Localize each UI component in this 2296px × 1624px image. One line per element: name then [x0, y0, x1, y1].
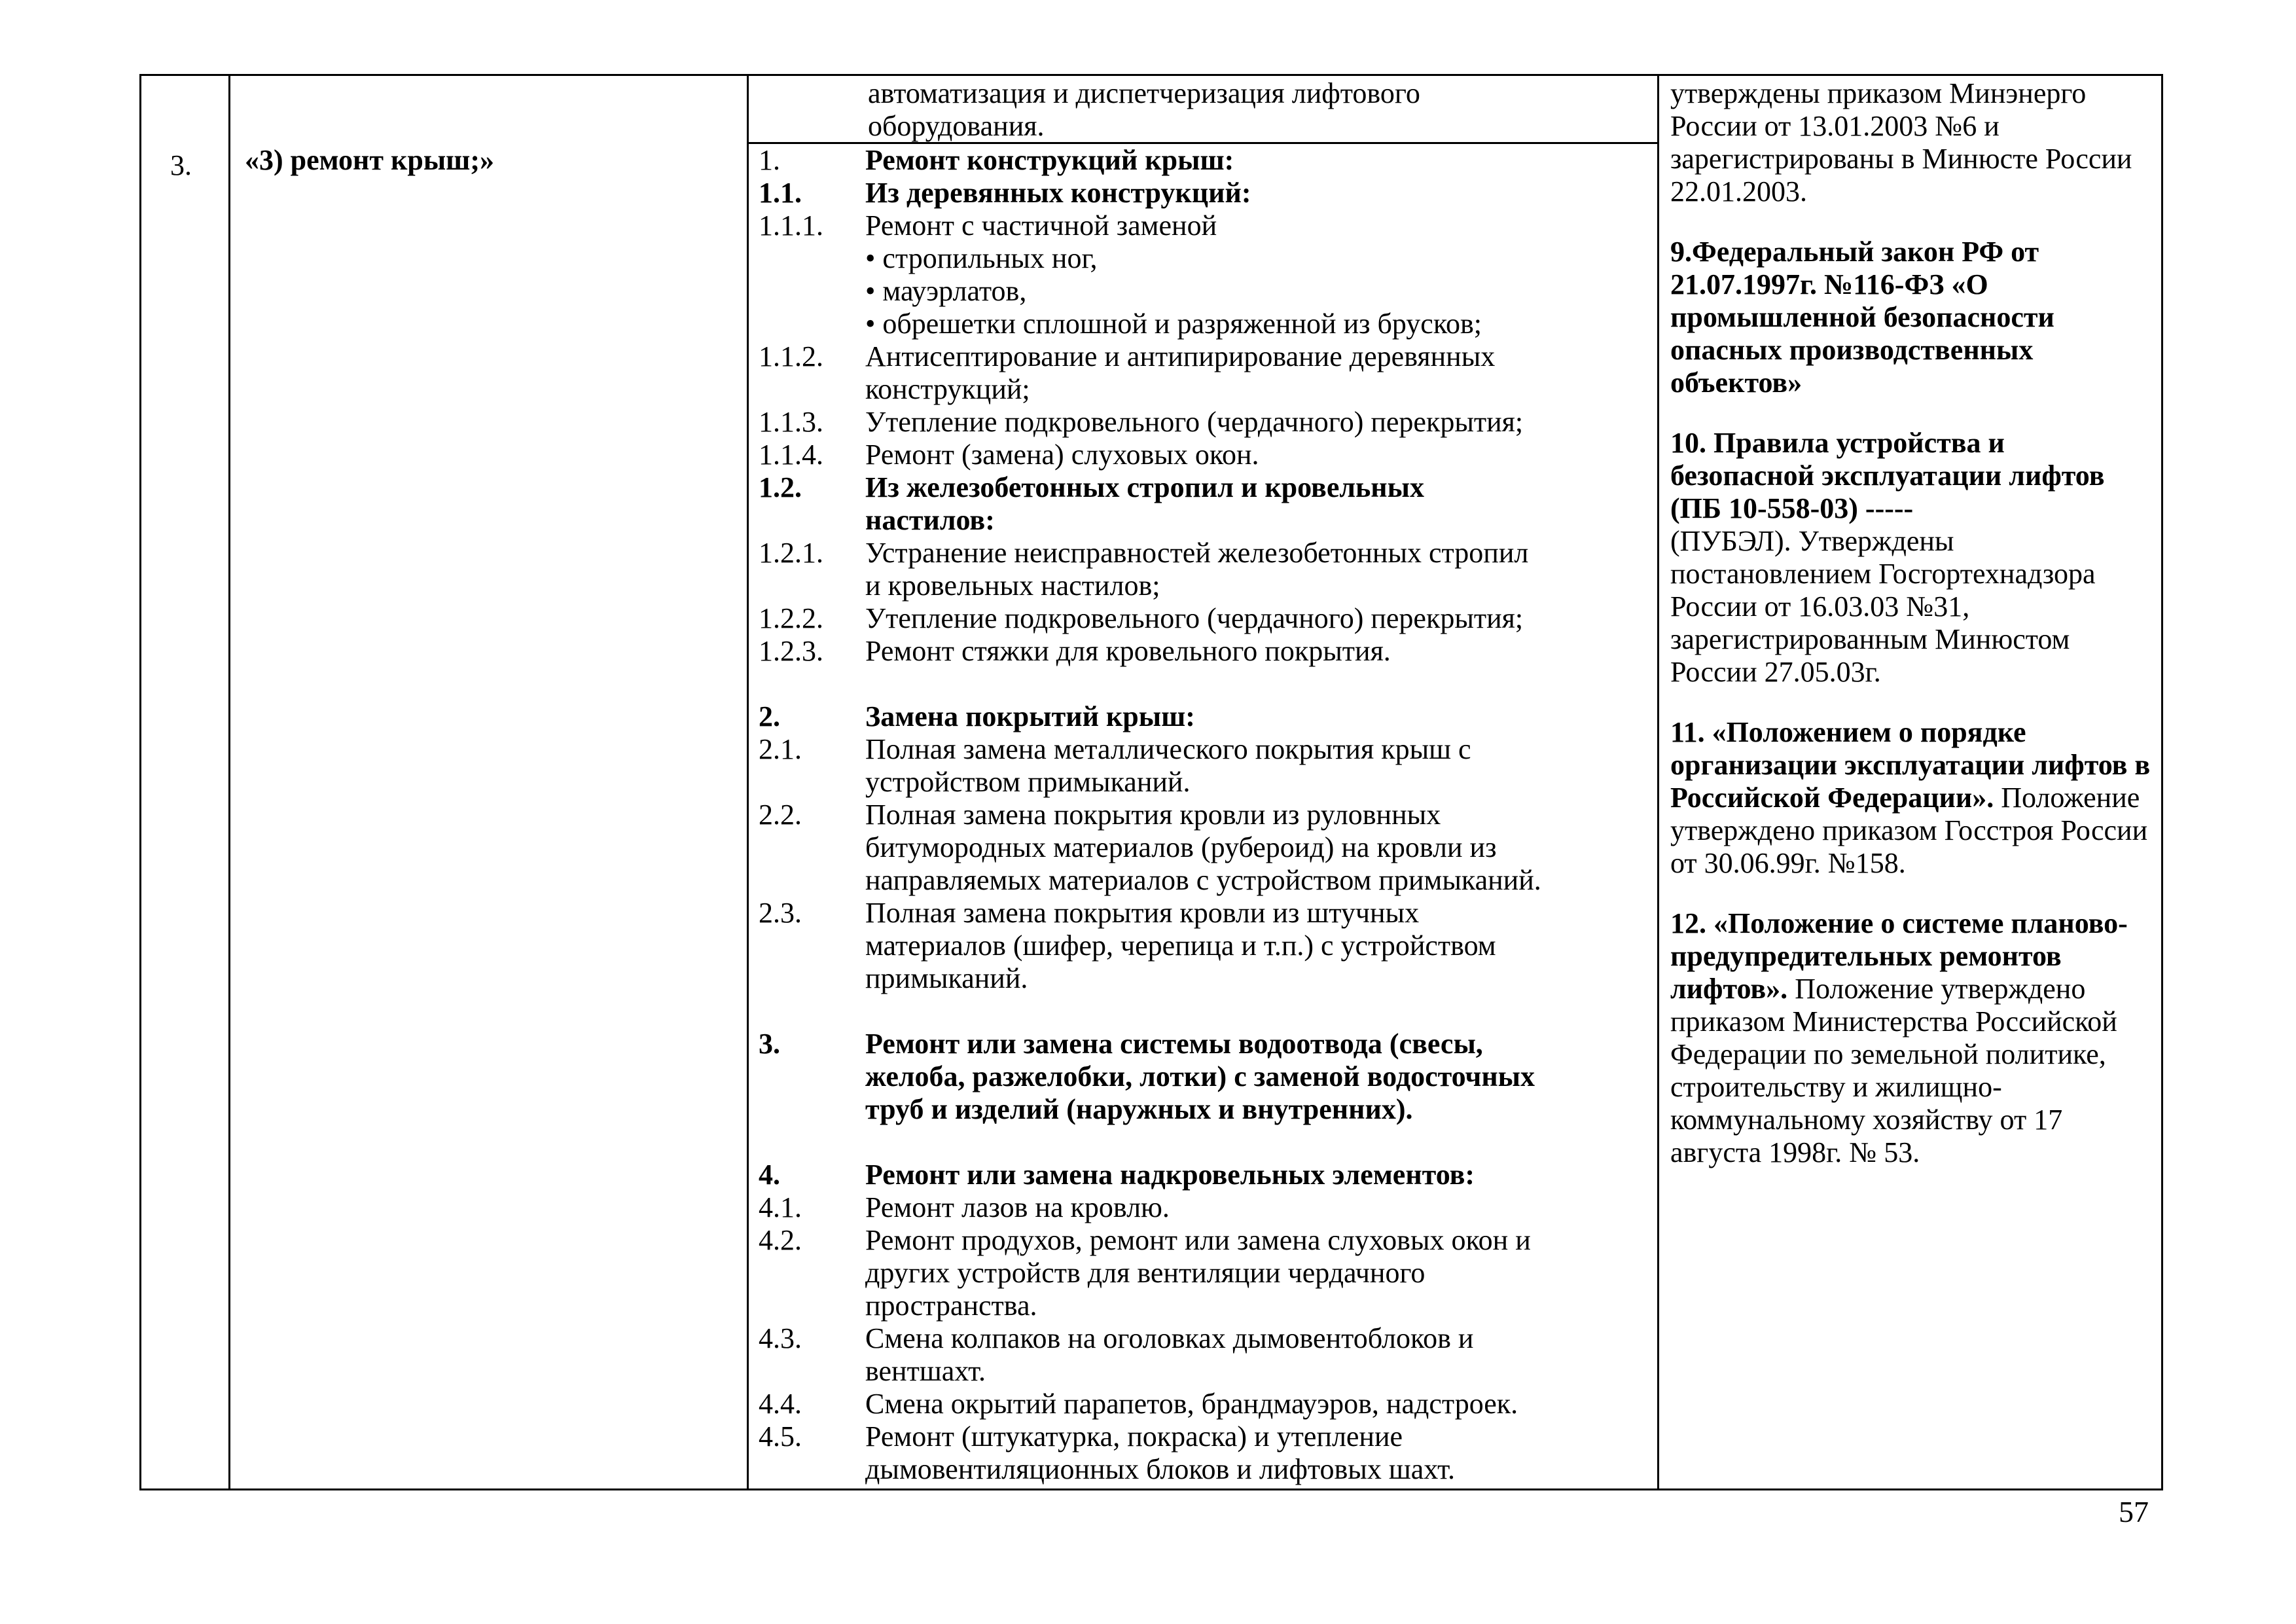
work-item-text: Утепление подкровельного (чердачного) перекрытия;	[865, 602, 1524, 634]
work-item	[759, 1257, 1655, 1290]
ref-11-title: 11. «Положением о порядке организации эксплуатации лифтов в Российской Федерации».	[1670, 716, 2151, 814]
work-item	[759, 766, 1655, 799]
work-item-text: и кровельных настилов;	[865, 569, 1160, 602]
work-item-number: 1.1.	[759, 177, 802, 209]
work-item-number: 4.3.	[759, 1322, 802, 1354]
work-item	[759, 1159, 1655, 1191]
work-item	[759, 1126, 1655, 1159]
work-item	[759, 1191, 1655, 1224]
references-column	[1670, 77, 2155, 1197]
work-item	[759, 1028, 1655, 1060]
page-number: 57	[2119, 1495, 2149, 1528]
work-item-text: • стропильных ног,	[865, 242, 1098, 274]
work-item-text: других устройств для вентиляции чердачного	[865, 1257, 1426, 1289]
work-item-number: 2.2.	[759, 799, 802, 831]
work-item-number: 1.2.3.	[759, 635, 823, 667]
work-item	[759, 700, 1655, 733]
work-item	[759, 209, 1655, 242]
work-item-text: желоба, разжелобки, лотки) с заменой водосточных	[865, 1060, 1535, 1092]
work-item-number: 4.4.	[759, 1388, 802, 1420]
work-item	[759, 897, 1655, 929]
work-item-number: 1.2.2.	[759, 602, 823, 634]
works-list	[759, 144, 1655, 1486]
work-item-number: 1.	[759, 144, 780, 176]
work-item	[759, 733, 1655, 766]
ref-11-text: Положение утверждено приказом Госстроя России от 30.06.99г. №158.	[1670, 782, 2148, 879]
work-item-text: Ремонт продухов, ремонт или замена слуховых окон и	[865, 1224, 1531, 1256]
work-item-text: конструкций;	[865, 373, 1030, 405]
work-item-text: труб и изделий (наружных и внутренних).	[865, 1093, 1413, 1125]
work-item	[759, 340, 1655, 373]
work-item	[759, 799, 1655, 831]
work-item-text: Ремонт конструкций крыш:	[865, 144, 1234, 176]
work-item-text: Полная замена покрытия кровли из штучных	[865, 897, 1420, 929]
work-item-text: вентшахт.	[865, 1355, 986, 1387]
work-item-text: Антисептирование и антипирирование деревянных	[865, 340, 1496, 372]
work-item-text: Ремонт стяжки для кровельного покрытия.	[865, 635, 1391, 667]
work-item	[759, 471, 1655, 504]
work-item-number: 4.	[759, 1159, 780, 1191]
work-item	[759, 275, 1655, 308]
work-item	[759, 242, 1655, 275]
work-item-text: дымовентиляционных блоков и лифтовых шахт.	[865, 1453, 1456, 1485]
work-item	[759, 177, 1655, 209]
work-item-text: примыканий.	[865, 962, 1028, 994]
ref-10	[1670, 427, 2155, 689]
work-item	[759, 439, 1655, 471]
work-item-text: • обрешетки сплошной и разряженной из брусков;	[865, 308, 1482, 340]
ref-9: 9.Федеральный закон РФ от 21.07.1997г. №116-ФЗ «О промышленной безопасности опасных производственных объектов»	[1670, 236, 2054, 399]
work-item-text: настилов:	[865, 504, 995, 536]
work-item	[759, 602, 1655, 635]
work-item	[759, 1453, 1655, 1486]
work-item-number: 1.1.4.	[759, 439, 823, 471]
work-item	[759, 1322, 1655, 1355]
work-item	[759, 929, 1655, 962]
work-item	[759, 1420, 1655, 1453]
work-item	[759, 1224, 1655, 1257]
work-item-text: Из железобетонных стропил и кровельных	[865, 471, 1425, 503]
work-item-text: Из деревянных конструкций:	[865, 177, 1251, 209]
work-item-number: 1.1.2.	[759, 340, 823, 372]
ref-10-title: 10. Правила устройства и безопасной эксплуатации лифтов (ПБ 10-558-03) -----	[1670, 427, 2105, 524]
work-item	[759, 831, 1655, 864]
work-item-number: 1.2.1.	[759, 537, 823, 569]
work-item-number: 4.1.	[759, 1191, 802, 1223]
ref-12-text: Положение утверждено приказом Министерства Российской Федерации по земельной политике, строительству и жилищно-коммунальному хозяйству от 17 августа 1998г. № 53.	[1670, 973, 2117, 1168]
row-title: «3) ремонт крыш;»	[245, 144, 494, 176]
prev-row-line: оборудования.	[868, 110, 1045, 142]
work-item	[759, 373, 1655, 406]
work-item	[759, 668, 1655, 700]
work-item-text: Ремонт лазов на кровлю.	[865, 1191, 1170, 1223]
column-divider	[228, 76, 230, 1489]
work-item-text: Смена колпаков на оголовках дымовентоблоков и	[865, 1322, 1474, 1354]
work-item-number: 1.1.1.	[759, 209, 823, 242]
work-item-text: битумородных материалов (рубероид) на кровли из	[865, 831, 1497, 863]
ref-10-text: (ПУБЭЛ). Утверждены постановлением Госгортехнадзора России от 16.03.03 №31, зарегистрированным Минюстом России 27.05.03г.	[1670, 525, 2096, 688]
work-item-text: материалов (шифер, черепица и т.п.) с устройством	[865, 929, 1496, 962]
prev-row-line: автоматизация и диспетчеризация лифтового	[868, 77, 1420, 109]
ref-12-title: 12. «Положение о системе планово-предупредительных ремонтов лифтов».	[1670, 907, 2128, 1005]
work-item-text: Полная замена покрытия кровли из руловнных	[865, 799, 1441, 831]
work-item-text: Ремонт с частичной заменой	[865, 209, 1217, 242]
work-item	[759, 1290, 1655, 1322]
work-item	[759, 308, 1655, 340]
work-item-number: 1.1.3.	[759, 406, 823, 438]
work-item-text: Утепление подкровельного (чердачного) перекрытия;	[865, 406, 1524, 438]
work-item	[759, 995, 1655, 1028]
ref-11	[1670, 716, 2155, 880]
work-item-text: Ремонт (штукатурка, покраска) и утепление	[865, 1420, 1403, 1453]
work-item-text: Ремонт или замена надкровельных элементов:	[865, 1159, 1475, 1191]
work-item-text: • мауэрлатов,	[865, 275, 1027, 307]
work-item	[759, 864, 1655, 897]
work-item-number: 1.2.	[759, 471, 802, 503]
row-number: 3.	[170, 149, 192, 181]
work-item	[759, 406, 1655, 439]
work-item-number: 2.3.	[759, 897, 802, 929]
work-item	[759, 635, 1655, 668]
work-item-text: направляемых материалов с устройством примыканий.	[865, 864, 1541, 896]
work-item	[759, 1060, 1655, 1093]
work-item	[759, 1093, 1655, 1126]
work-item	[759, 962, 1655, 995]
column-divider	[1657, 76, 1659, 1489]
work-item	[759, 1388, 1655, 1420]
work-item-text: пространства.	[865, 1290, 1037, 1322]
work-item-number: 4.5.	[759, 1420, 802, 1453]
work-item-number: 4.2.	[759, 1224, 802, 1256]
work-item-number: 3.	[759, 1028, 780, 1060]
work-item-text: Ремонт или замена системы водоотвода (свесы,	[865, 1028, 1483, 1060]
work-item-number: 2.	[759, 700, 780, 732]
document-table	[139, 74, 2163, 1490]
ref-8-tail: утверждены приказом Минэнерго России от 13.01.2003 №6 и зарегистрированы в Минюсте России 22.01.2003.	[1670, 77, 2132, 208]
work-item-text: Ремонт (замена) слуховых окон.	[865, 439, 1259, 471]
work-item	[759, 144, 1655, 177]
work-item	[759, 569, 1655, 602]
work-item-text: Смена окрытий парапетов, брандмауэров, надстроек.	[865, 1388, 1518, 1420]
work-item-number: 2.1.	[759, 733, 802, 765]
work-item	[759, 1355, 1655, 1388]
work-item-text: Замена покрытий крыш:	[865, 700, 1195, 732]
ref-12	[1670, 907, 2155, 1169]
work-item	[759, 537, 1655, 569]
work-item	[759, 504, 1655, 537]
column-divider	[747, 76, 749, 1489]
work-item-text: Полная замена металлического покрытия крыш с	[865, 733, 1471, 765]
work-item-text: устройством примыканий.	[865, 766, 1191, 798]
work-item-text: Устранение неисправностей железобетонных стропил	[865, 537, 1529, 569]
